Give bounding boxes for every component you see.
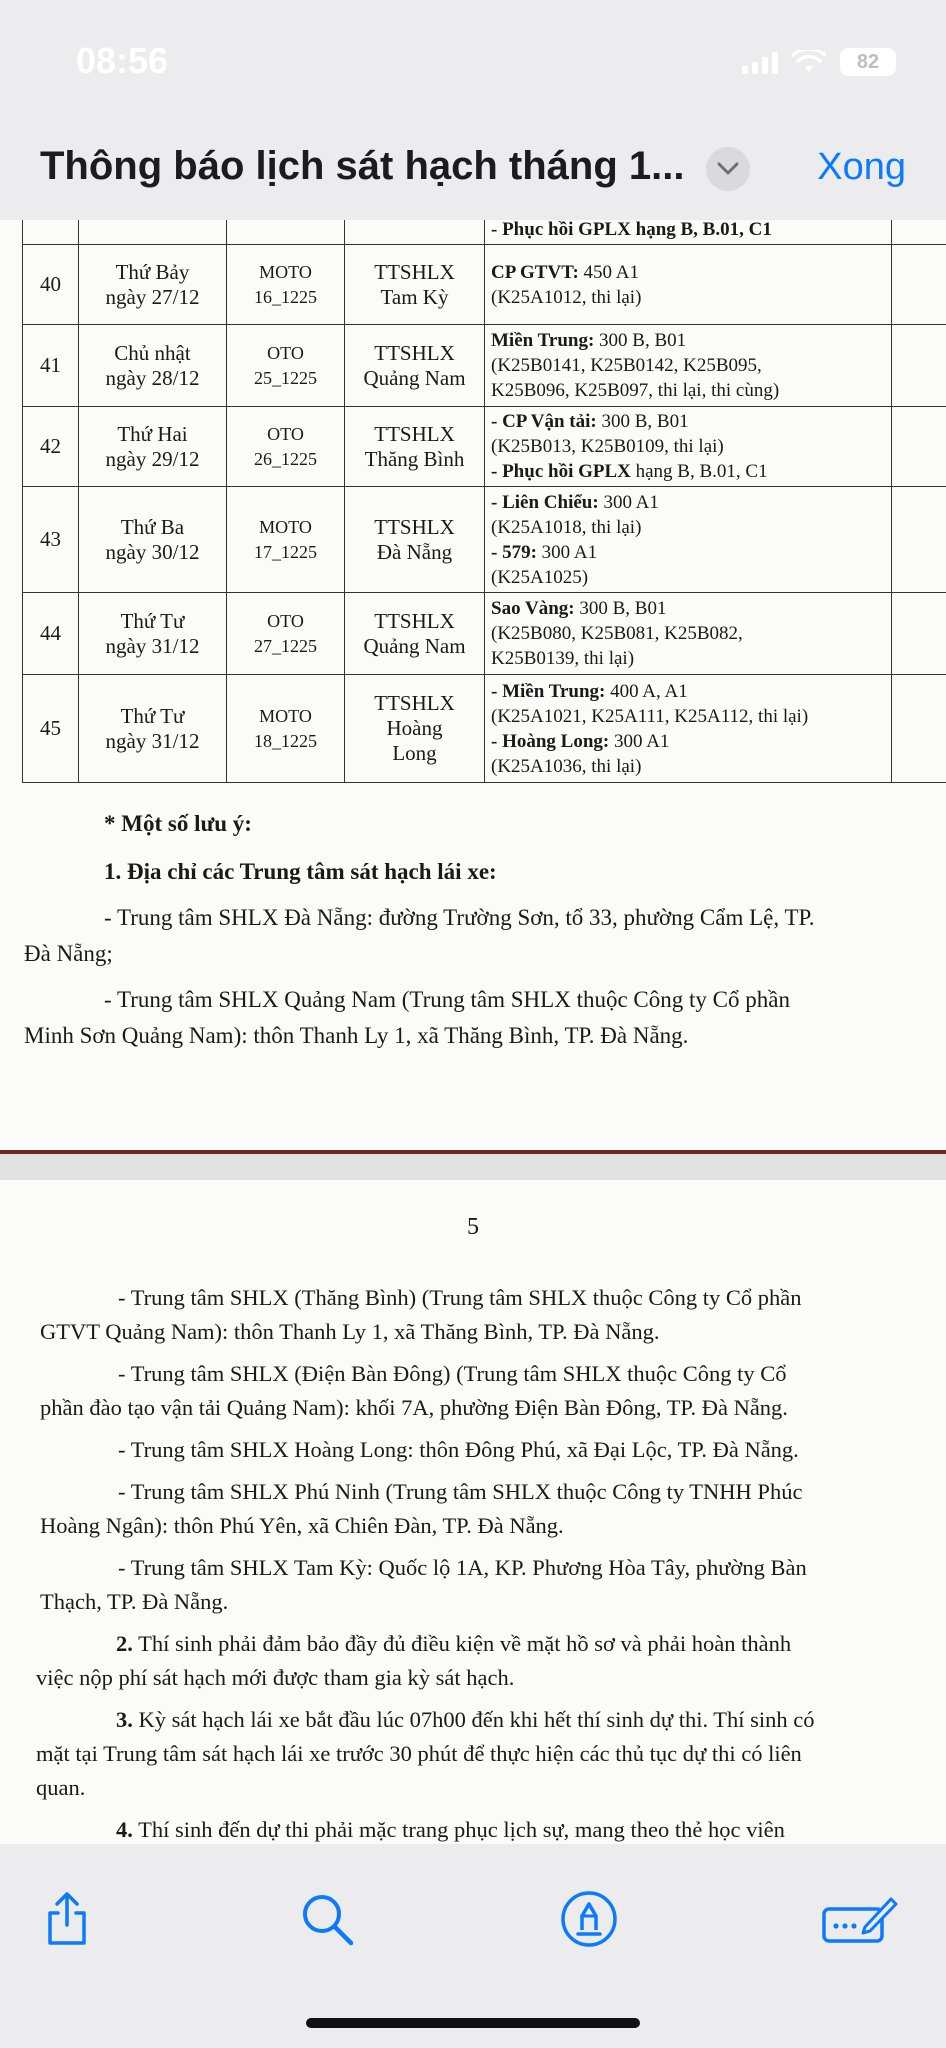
paragraph-line: phần đào tạo vận tải Quảng Nam): khối 7A, phường Điện Bàn Đông, TP. Đà Nẵng. [40,1395,788,1420]
search-button[interactable] [292,1884,362,1954]
note-text: hạng B, B.01, C1 [630,461,768,482]
note-text: 300 B, B01 [574,598,667,619]
row-date: ngày 31/12 [105,633,200,658]
paragraph-line: Thạch, TP. Đà Nẵng. [40,1589,229,1614]
row-number: 45 [23,675,79,783]
paragraph-line: GTVT Quảng Nam): thôn Thanh Ly 1, xã Thăng Bình, TP. Đà Nẵng. [40,1319,660,1344]
note-bold: Miền Trung: [491,330,595,351]
row-vehicle: MOTO [259,705,312,726]
paragraph-line: quan. [36,1775,86,1800]
markup-icon [560,1890,618,1948]
row-vehicle: OTO [267,423,304,444]
paragraph-line [116,1812,785,1844]
paragraph-line: Hoàng Ngân): thôn Phú Yên, xã Chiên Đàn, TP. Đà Nẵng. [40,1513,564,1538]
row-center: TTSHLX [374,340,455,365]
table-row [23,593,946,675]
status-time: 08:56 [76,40,169,81]
row-number: 42 [23,407,79,487]
row-date: ngày 29/12 [105,446,200,471]
note-text: 450 A1 [578,261,639,283]
exam-schedule-table [22,220,946,783]
row-place: Quảng Nam [363,633,466,658]
row-date: ngày 30/12 [105,539,200,564]
row-code: 26_1225 [254,448,317,469]
cellular-signal-icon [742,50,778,74]
share-button[interactable] [32,1884,102,1954]
row-place: Tam Kỳ [380,284,449,309]
note-number: 4. [116,1817,133,1842]
row-date: ngày 31/12 [105,728,200,753]
document-title[interactable]: Thông báo lịch sát hạch tháng 1... [40,144,685,188]
battery-indicator: 82 [840,48,896,76]
note-text: Kỳ sát hạch lái xe bắt đầu lúc 07h00 đến khi hết thí sinh dự thi. Thí sinh có [132,1707,815,1732]
page-break [0,1150,946,1180]
row-place: Hoàng [386,716,443,740]
table-row [23,220,946,245]
row-day: Chủ nhật [114,340,191,365]
note-number: 3. [116,1707,133,1732]
note-line: (K25B013, K25B0109, thi lại) [491,436,724,457]
note-line: K25B096, K25B097, thi lại, thi cùng) [491,380,780,401]
table-row [23,325,946,407]
form-fill-icon [821,1893,899,1945]
paragraph-line [116,1626,791,1662]
row-vehicle: MOTO [259,516,312,537]
notes-subheading: 1. Địa chỉ các Trung tâm sát hạch lái xe: [104,859,497,884]
row-date: ngày 27/12 [105,284,200,309]
table-cell-note: - Phục hồi GPLX hạng B, B.01, C1 [485,220,892,245]
row-day: Thứ Ba [120,514,185,539]
note-line: (K25A1021, K25A111, K25A112, thi lại) [491,705,809,727]
row-place: Thăng Bình [364,446,465,471]
row-place: Đà Nẵng [376,539,453,564]
paragraph-line: - Trung tâm SHLX (Điện Bàn Đông) (Trung tâm SHLX thuộc Công ty Cổ [118,1361,787,1386]
table-row [23,487,946,593]
document-viewer[interactable] [0,220,946,1844]
note-line: K25B0139, thi lại) [491,648,635,669]
note-line: (K25A1012, thi lại) [491,286,642,308]
form-fill-button[interactable] [820,1884,900,1954]
table-row [23,245,946,325]
note-line: (K25A1025) [491,566,589,588]
row-vehicle: OTO [267,342,304,363]
status-bar [0,0,946,120]
row-day: Thứ Bảy [115,259,190,284]
row-code: 27_1225 [254,635,317,656]
row-center: TTSHLX [374,514,455,539]
search-icon [299,1891,355,1947]
paragraph-line: - Trung tâm SHLX Đà Nẵng: đường Trường Sơn, tổ 33, phường Cẩm Lệ, TP. [104,905,815,930]
note-text: 300 A1 [609,730,670,752]
note-text: 300 A1 [598,491,659,513]
row-day: Thứ Tư [120,608,185,633]
note-bold: CP GTVT: [491,261,579,283]
row-center: TTSHLX [374,691,455,715]
row-number: 43 [23,487,79,593]
row-day: Thứ Hai [117,421,188,446]
note-text: Thí sinh đến dự thi phải mặc trang phục lịch sự, mang theo thẻ học viên [132,1817,785,1842]
paragraph-line [116,1702,815,1738]
share-icon [42,1891,92,1947]
row-code: 16_1225 [254,286,317,307]
note-text: 300 B, B01 [596,411,689,432]
row-number: 40 [23,245,79,325]
row-center: TTSHLX [374,259,455,284]
note-bold: Sao Vàng: [491,598,575,619]
row-center: TTSHLX [374,608,455,633]
table-row [23,675,946,783]
paragraph-line: - Trung tâm SHLX Hoàng Long: thôn Đông Phú, xã Đại Lộc, TP. Đà Nẵng. [118,1437,799,1462]
paragraph-line: - Trung tâm SHLX Tam Kỳ: Quốc lộ 1A, KP. Phương Hòa Tây, phường Bàn [118,1555,807,1580]
wifi-icon [792,50,826,74]
paragraph-line: - Trung tâm SHLX Phú Ninh (Trung tâm SHLX thuộc Công ty TNHH Phúc [118,1479,803,1504]
note-line: (K25B080, K25B081, K25B082, [491,623,743,644]
note-line: (K25A1018, thi lại) [491,516,642,538]
note-text: 400 A, A1 [605,680,688,702]
row-number: 44 [23,593,79,675]
row-number: 41 [23,325,79,407]
notes-heading: * Một số lưu ý: [104,811,252,836]
row-date: ngày 28/12 [105,365,200,390]
paragraph-line: Đà Nẵng; [24,941,113,966]
markup-button[interactable] [554,1884,624,1954]
paragraph-line: - Trung tâm SHLX Quảng Nam (Trung tâm SHLX thuộc Công ty Cổ phần [104,987,790,1012]
note-bold: - 579: [491,541,537,563]
home-indicator[interactable] [306,2018,640,2028]
document-page-5 [0,1180,946,1844]
row-center: TTSHLX [374,421,455,446]
note-text: 300 A1 [536,541,598,563]
note-line: (K25B0141, K25B0142, K25B095, [491,355,762,376]
note-line: (K25A1036, thi lại) [491,755,642,777]
document-page-4 [0,220,946,1150]
note-bold: - Hoàng Long: [491,730,610,752]
note-text: 300 B, B01 [594,330,687,351]
page-number: 5 [467,1214,479,1240]
row-place-2: Long [392,741,437,765]
note-text: Thí sinh phải đảm bảo đầy đủ điều kiện về mặt hồ sơ và phải hoàn thành [132,1631,792,1656]
paragraph-line: việc nộp phí sát hạch mới được tham gia kỳ sát hạch. [36,1665,515,1690]
row-code: 25_1225 [254,367,317,388]
paragraph-line: Minh Sơn Quảng Nam): thôn Thanh Ly 1, xã Thăng Bình, TP. Đà Nẵng. [24,1023,689,1048]
done-button[interactable]: Xong [817,146,906,188]
title-menu-button[interactable] [706,147,750,191]
row-vehicle: MOTO [259,261,312,282]
paragraph-line: - Trung tâm SHLX (Thăng Bình) (Trung tâm SHLX thuộc Công ty Cổ phần [118,1285,802,1310]
note-bold: - Phục hồi GPLX [491,461,631,482]
note-number: 2. [116,1631,133,1656]
note-bold: - CP Vận tải: [491,411,597,432]
row-day: Thứ Tư [120,703,185,728]
table-row [23,407,946,487]
chevron-down-icon [717,162,739,176]
row-place: Quảng Nam [363,365,466,390]
row-code: 17_1225 [254,541,317,562]
note-bold: - Miền Trung: [491,680,606,702]
row-vehicle: OTO [267,610,304,631]
status-indicators [742,48,896,76]
note-bold: - Liên Chiểu: [491,491,599,513]
paragraph-line: mặt tại Trung tâm sát hạch lái xe trước 30 phút để thực hiện các thủ tục dự thi có liên [36,1741,802,1766]
row-code: 18_1225 [254,730,317,751]
nav-header [0,120,946,220]
